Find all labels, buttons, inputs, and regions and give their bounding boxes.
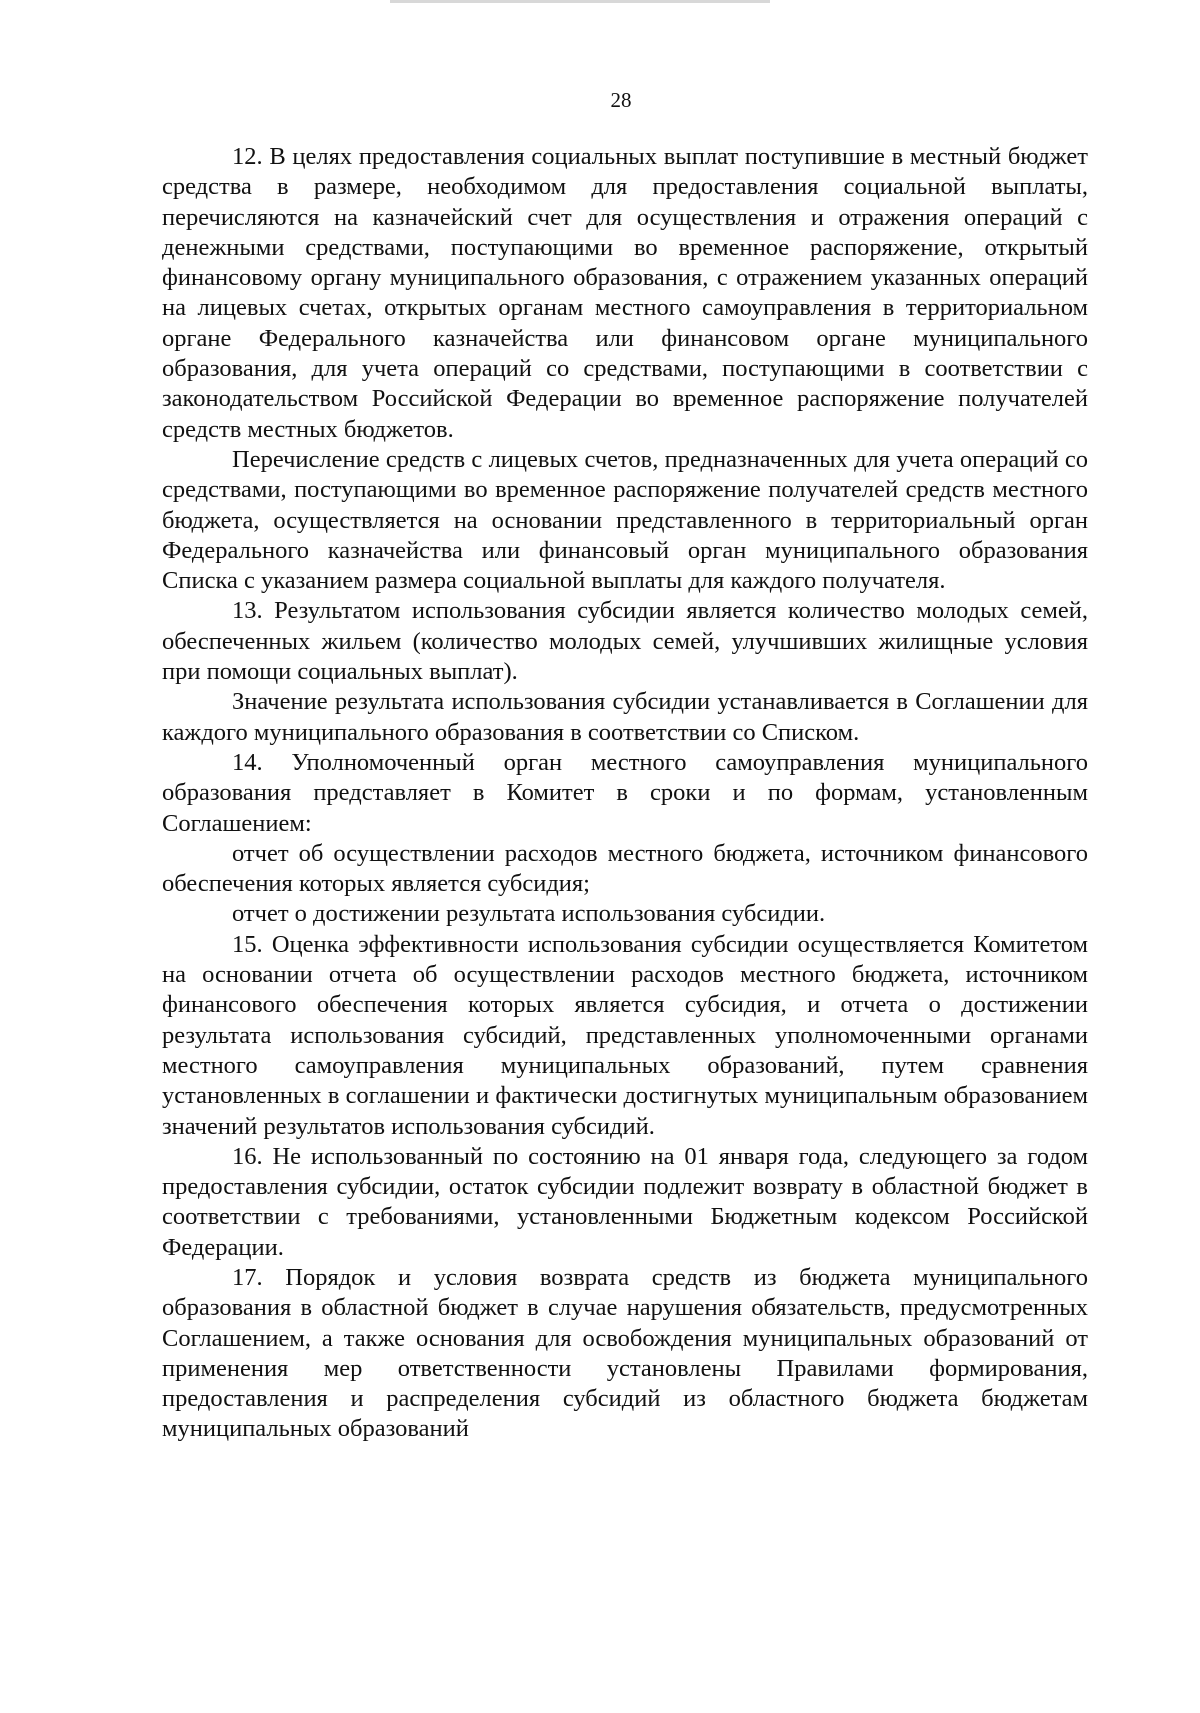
paragraph-16: 16. Не использованный по состоянию на 01 января года, следующего за годом предоставления субсидии, остаток субсидии подлежит возврату в областной бюджет в соответствии с требованиями, установленными Бюджетным кодексом Российской Федерации.: [162, 1142, 1088, 1261]
paragraph-12: 12. В целях предоставления социальных выплат поступившие в местный бюджет средства в размере, необходимом для предоставления социальной выплаты, перечисляются на казначейский счет для осуществления и отражения операций с денежными средствами, поступающими во временное распоряжение, открытый финансовому органу муниципального образования, с отражением указанных операций на лицевых счетах, открытых органам местного самоуправления в территориальном органе Федерального казначейства или финансовом органе муниципального образования, для учета операций со средствами, поступающими в соответствии с законодательством Российской Федерации во временное распоряжение получателей средств местных бюджетов.: [162, 143, 1088, 443]
paragraph-15: 15. Оценка эффективности использования субсидии осуществляется Комитетом на основании отчета об осуществлении расходов местного бюджета, источником финансового обеспечения которых является субсидия, и отчета о достижении результата использования субсидий, представленных уполномоченными органами местного самоуправления муниципальных образований, путем сравнения установленных в соглашении и фактически достигнутых муниципальным образованием значений результатов использования субсидий.: [162, 930, 1088, 1140]
paragraph-14: 14. Уполномоченный орган местного самоуправления муниципального образования представляет в Комитет в сроки и по формам, установленным Соглашением:: [162, 748, 1088, 837]
document-body: [162, 142, 1088, 1445]
page-number: 28: [610, 88, 632, 112]
paragraph-13: 13. Результатом использования субсидии является количество молодых семей, обеспеченных жильем (количество молодых семей, улучшивших жилищные условия при помощи социальных выплат).: [162, 597, 1088, 686]
scan-edge-artifact: [390, 0, 770, 3]
paragraph-13-value: Значение результата использования субсидии устанавливается в Соглашении для каждого муниципального образования в соответствии со Списком.: [162, 688, 1088, 746]
paragraph-17: 17. Порядок и условия возврата средств из бюджета муниципального образования в областной бюджет в случае нарушения обязательств, предусмотренных Соглашением, а также основания для освобождения муниципальных образований от применения мер ответственности установлены Правилами формирования, предоставления и распределения субсидий из областного бюджета бюджетам муниципальных образований: [162, 1263, 1088, 1443]
paragraph-14-report-result: отчет о достижении результата использования субсидии.: [232, 900, 826, 928]
paragraph-14-report-expenses: отчет об осуществлении расходов местного бюджета, источником финансового обеспечения которых является субсидия;: [162, 839, 1088, 898]
paragraph-12-transfer: Перечисление средств с лицевых счетов, предназначенных для учета операций со средствами, поступающими во временное распоряжение получателей средств местного бюджета, осуществляется на основании представленного в территориальный орган Федерального казначейства или финансовый орган муниципального образования Списка с указанием размера социальной выплаты для каждого получателя.: [162, 445, 1088, 595]
